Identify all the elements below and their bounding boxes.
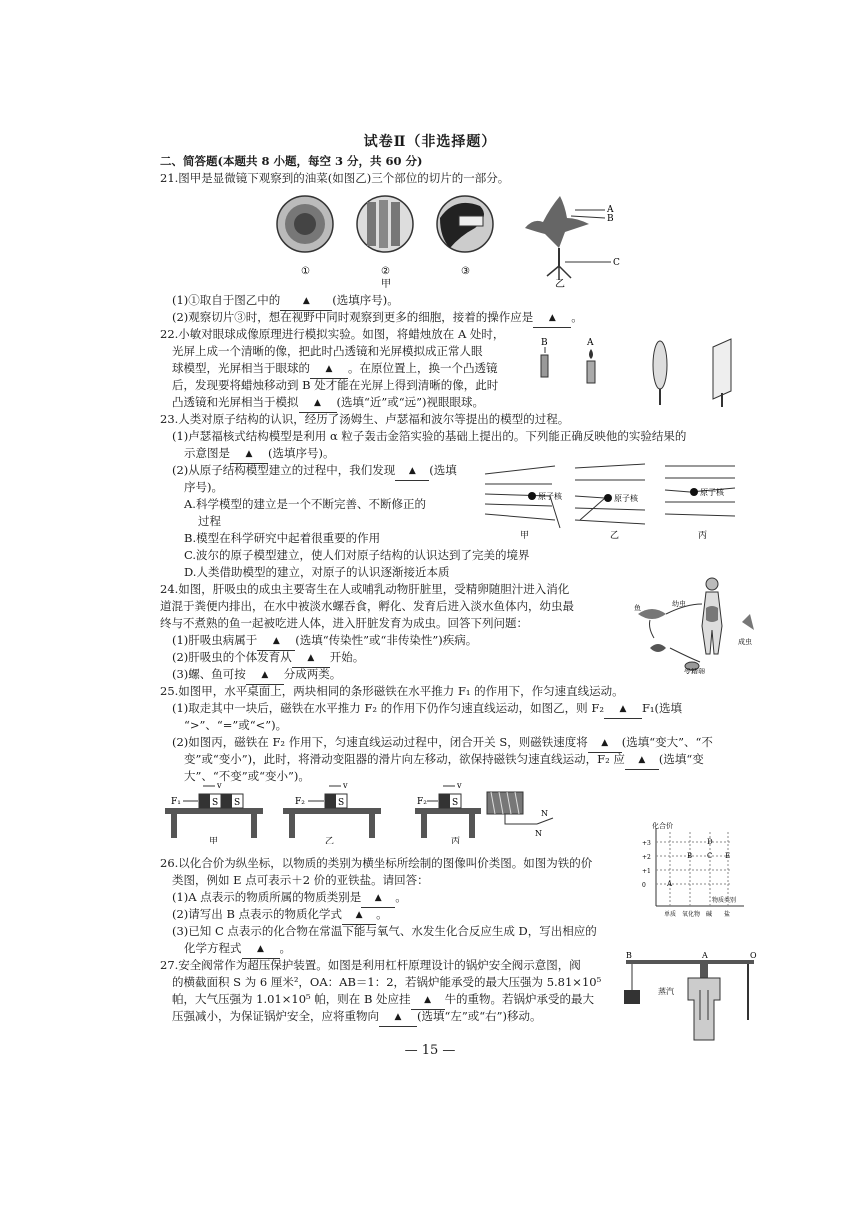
q21-label-2: ② [381, 266, 390, 277]
q22-figure [535, 333, 740, 417]
q24-line3: 终与不煮熟的鱼一起被吃进人体，进入肝脏发育为成虫。回答下列问题： [160, 616, 528, 630]
q21-part1: (1)①取自于图乙中的 ▲ (选填序号)。 [172, 292, 399, 311]
q21-label-B: B [607, 214, 614, 224]
svg-text:F₁: F₁ [171, 797, 181, 807]
answer-blank[interactable]: ▲ [604, 700, 642, 719]
svg-text:碱: 碱 [706, 911, 713, 918]
answer-blank[interactable]: ▲ [411, 991, 445, 1010]
q25-part1-cont: “>”、“=”或“<”)。 [184, 718, 288, 732]
svg-text:单质: 单质 [664, 911, 677, 918]
q26-valence-chart [640, 822, 750, 926]
answer-blank[interactable]: ▲ [310, 360, 348, 379]
page-number: — 15 — [404, 1043, 456, 1058]
q25-part1: (1)取走其中一块后，磁铁在水平推力 F₂ 的作用下仍作匀速直线运动，如图乙，则 F₂ ▲ F₁(选填 [172, 700, 682, 719]
svg-text:+1: +1 [642, 868, 651, 875]
q27-figure [618, 950, 760, 1046]
chart-x-label: 物质类别 [712, 897, 737, 904]
answer-blank[interactable]: ▲ [379, 1008, 417, 1027]
answer-blank[interactable]: ▲ [395, 462, 429, 481]
answer-blank[interactable]: ▲ [342, 906, 376, 925]
q23-line5: 序号)。 [184, 480, 223, 494]
q26-part2: (2)请写出 B 点表示的物质化学式 ▲ 。 [172, 906, 388, 925]
q24-line2: 道混于粪便内排出，在水中被淡水螺吞食，孵化、发育后进入淡水鱼体内，幼虫最 [160, 599, 574, 613]
q24-label-adult: 成虫 [738, 638, 752, 646]
svg-text:+3: +3 [642, 840, 651, 847]
svg-text:0: 0 [642, 882, 646, 889]
chart-y-label: 化合价 [652, 822, 673, 830]
answer-blank[interactable]: ▲ [625, 751, 659, 770]
q27-line1: 27.安全阀常作为超压保护装置。如图是利用杠杆原理设计的锅炉安全阀示意图，阀 [160, 958, 581, 972]
q26-part3: (3)已知 C 点表示的化合物在常温下能与氧气、水发生化合反应生成 D，写出相应的 [172, 924, 597, 938]
q25-part2-cont: 变”或“变小”)，此时，将滑动变阻器的滑片向左移动，欲保持磁铁匀速直线运动，F₂ 应 ▲ (选填“变 [184, 751, 704, 770]
answer-blank[interactable]: ▲ [588, 734, 622, 753]
q26-line2: 类图，例如 E 点可表示＋2 价的亚铁盐。请回答： [172, 873, 429, 887]
q21-label-yi: 乙 [555, 279, 565, 288]
answer-blank[interactable]: ▲ [257, 632, 295, 651]
q26-part1: (1)A 点表示的物质所属的物质类别是 ▲ 。 [172, 889, 407, 908]
q23-option-C: C.波尔的原子模型建立，使人们对原子结构的认识达到了完美的境界 [184, 548, 530, 562]
svg-text:N: N [535, 829, 542, 838]
q23-option-D: D.人类借助模型的建立，对原子的认识逐渐接近本质 [184, 565, 450, 579]
q24-part1: (1)肝吸虫病属于 ▲ (选填“传染性”或“非传染性”)疾病。 [172, 632, 477, 651]
answer-blank[interactable]: ▲ [242, 940, 280, 959]
svg-text:O: O [750, 951, 757, 960]
q22-label-B: B [541, 338, 548, 348]
q25-jia [165, 781, 263, 844]
svg-text:S: S [338, 798, 345, 808]
q24-line1: 24.如图，肝吸虫的成虫主要寄生在人或哺乳动物肝脏里，受精卵随胆汁进入消化 [160, 582, 570, 596]
svg-text:氧化物: 氧化物 [682, 911, 701, 918]
q23-figure [480, 458, 750, 544]
q23-label-bing: 丙 [698, 531, 708, 540]
svg-text:甲: 甲 [209, 837, 219, 844]
q25-line1: 25.如图甲，水平桌面上，两块相同的条形磁铁在水平推力 F₁ 的作用下，作匀速直线运动。 [160, 684, 624, 698]
q23-option-B: B.模型在科学研究中起着很重要的作用 [184, 531, 381, 545]
q26-part3-cont: 化学方程式 ▲ 。 [184, 940, 291, 959]
q21-label-jia: 甲 [381, 279, 391, 288]
svg-text:E: E [725, 852, 731, 860]
q23-line3: 示意图是 ▲ (选填序号)。 [184, 445, 334, 464]
q27-line4: 压强减小，为保证锅炉安全，应将重物向 ▲ (选填“左”或“右”)移动。 [172, 1008, 542, 1027]
q21-label-C: C [613, 258, 620, 268]
q22-line4: 后，发现要将蜡烛移动到 B 处才能在光屏上得到清晰的像，此时 [172, 378, 499, 392]
section-heading: 二、简答题(本题共 8 小题，每空 3 分，共 60 分) [160, 154, 423, 168]
svg-text:S: S [452, 798, 459, 808]
svg-text:v: v [343, 781, 348, 790]
answer-blank[interactable]: ▲ [246, 666, 284, 685]
svg-text:S: S [234, 798, 241, 808]
q24-figure [630, 574, 760, 678]
q24-label-egg: 受精卵 [684, 668, 705, 674]
q24-part2: (2)肝吸虫的个体发育从 ▲ 开始。 [172, 649, 364, 668]
q21-part2: (2)观察切片③时，想在视野中同时观察到更多的细胞，接着的操作应是 ▲ 。 [172, 309, 583, 328]
answer-blank[interactable]: ▲ [533, 309, 571, 328]
q22-line5: 凸透镜和光屏相当于模拟 ▲ (选填“近”或“远”)视眼眼球。 [172, 394, 484, 413]
q21-label-1: ① [301, 266, 310, 277]
svg-text:S: S [212, 798, 219, 808]
svg-text:D: D [707, 838, 713, 846]
svg-text:C: C [707, 852, 713, 860]
svg-text:N: N [541, 809, 548, 818]
q23-label-nucleus-2: 原子核 [614, 494, 638, 503]
answer-blank[interactable]: ▲ [292, 649, 330, 668]
q23-label-jia: 甲 [520, 531, 530, 540]
q27-line2: 的横截面积 S 为 6 厘米²，OA：AB＝1：2，若锅炉能承受的最大压强为 5.81×10⁵ [172, 975, 602, 989]
svg-text:乙: 乙 [325, 837, 335, 844]
svg-text:F₂: F₂ [295, 797, 305, 807]
svg-text:盐: 盐 [724, 911, 731, 918]
q21-figure [275, 188, 635, 292]
svg-text:+2: +2 [642, 854, 651, 861]
answer-blank[interactable]: ▲ [299, 394, 337, 413]
q21-label-A: A [607, 205, 614, 215]
answer-blank[interactable]: ▲ [280, 292, 332, 311]
answer-blank[interactable]: ▲ [230, 445, 268, 464]
q22-line3: 球模型，光屏相当于眼球的 ▲ 。在原位置上，换一个凸透镜 [172, 360, 498, 379]
q26-line1: 26.以化合价为纵坐标，以物质的类别为横坐标所绘制的图像叫价类图。如图为铁的价 [160, 856, 593, 870]
svg-text:A: A [667, 880, 673, 888]
svg-text:B: B [687, 852, 693, 860]
svg-text:丙: 丙 [451, 837, 461, 844]
q25-bing [415, 781, 553, 844]
answer-blank[interactable]: ▲ [361, 889, 395, 908]
q23-line1: 23.人类对原子结构的认识，经历了汤姆生、卢瑟福和波尔等提出的模型的过程。 [160, 412, 570, 426]
q23-option-A-cont: 过程 [198, 514, 221, 528]
svg-text:蒸汽: 蒸汽 [658, 987, 674, 996]
q24-label-fish: 鱼 [634, 604, 641, 612]
q24-part3: (3)螺、鱼可按 ▲ 分成两类。 [172, 666, 341, 685]
svg-text:A: A [702, 951, 708, 960]
q23-line4: (2)从原子结构模型建立的过程中，我们发现 ▲ (选填 [172, 462, 457, 481]
q21-label-3: ③ [461, 266, 470, 277]
q23-line2: (1)卢瑟福核式结构模型是利用 α 粒子轰击金箔实验的基础上提出的。下列能正确反映他的实验结果的 [172, 429, 687, 443]
svg-text:v: v [217, 781, 222, 790]
q24-label-larva: 幼虫 [672, 600, 686, 608]
q23-option-A: A.科学模型的建立是一个不断完善、不断修正的 [184, 497, 426, 511]
svg-text:F₂: F₂ [417, 797, 427, 807]
q25-part2: (2)如图丙，磁铁在 F₂ 作用下，匀速直线运动过程中，闭合开关 S，则磁铁速度将 ▲ (选填“变大”、“不 [172, 734, 713, 753]
q25-part2-end: 大”、“不变”或“变小”)。 [184, 769, 310, 783]
q22-line1: 22.小敏对眼球成像原理进行模拟实验。如图，将蜡烛放在 A 处时， [160, 327, 505, 341]
q27-line3: 帕，大气压强为 1.01×10⁵ 帕，则在 B 处应挂 ▲ 牛的重物。若锅炉承受的最大 [172, 991, 594, 1010]
q25-figure [165, 778, 605, 848]
q23-label-nucleus-1: 原子核 [538, 492, 562, 501]
page-title: 试卷Ⅱ（非选择题） [363, 134, 497, 150]
q23-label-yi: 乙 [610, 531, 620, 540]
q22-line2: 光屏上成一个清晰的像，把此时凸透镜和光屏模拟成正常人眼 [172, 344, 483, 358]
q22-label-A: A [587, 338, 594, 348]
q23-label-nucleus-3: 原子核 [700, 488, 724, 497]
q25-yi [283, 781, 381, 844]
svg-text:B: B [626, 951, 632, 960]
svg-text:v: v [457, 781, 462, 790]
q21-stem: 21.图甲是显微镜下观察到的油菜(如图乙)三个部位的切片的一部分。 [160, 171, 510, 185]
